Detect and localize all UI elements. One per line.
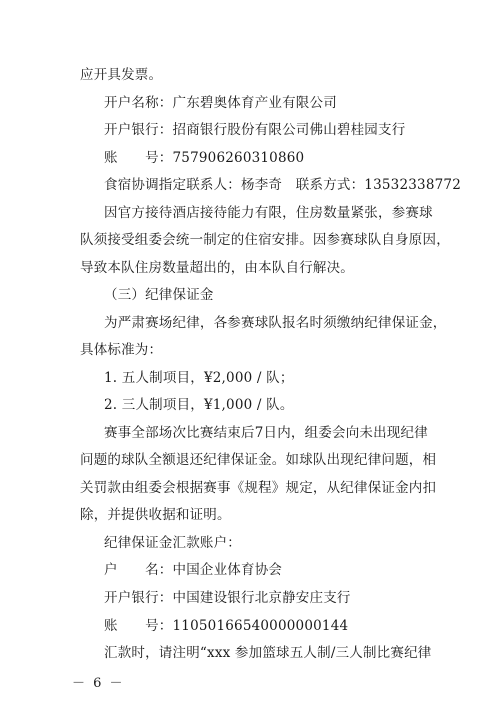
text-line: 关罚款由组委会根据赛事《规程》规定，从纪律保证金内扣: [80, 479, 437, 496]
account-number-line: 账 号：757906260310860: [104, 149, 305, 166]
section-heading: （三）纪律保证金: [104, 287, 214, 304]
text-line: 为严肃赛场纪律，各参赛球队报名时须缴纳纪律保证金，: [104, 314, 447, 331]
account-name-line: 开户名称：广东碧奥体育产业有限公司: [104, 94, 337, 111]
text-line: 队须接受组委会统一制定的住宿安排。因参赛球队自身原因，: [80, 232, 450, 249]
list-item: 1. 五人制项目，¥2,000 / 队；: [104, 369, 294, 386]
page-number: － 6 －: [72, 676, 125, 691]
text-line: 除，并提供收据和证明。: [80, 507, 231, 524]
text-line: 因官方接待酒店接待能力有限，住房数量紧张，参赛球: [104, 204, 433, 221]
text-line: 具体标准为：: [80, 342, 163, 359]
text-line: 赛事全部场次比赛结束后7日内，组委会向未出现纪律: [104, 424, 428, 441]
contact-line: 食宿协调指定联系人：杨李奇 联系方式：13532338772: [104, 177, 461, 194]
list-item: 2. 三人制项目，¥1,000 / 队。: [104, 397, 294, 414]
text-line: 汇款时，请注明“xxx 参加篮球五人制/三人制比赛纪律: [104, 645, 432, 661]
bank-line: 开户银行：中国建设银行北京静安庄支行: [104, 590, 351, 606]
bank-line: 开户银行：招商银行股份有限公司佛山碧桂园支行: [104, 122, 406, 138]
text-line: 纪律保证金汇款账户：: [104, 534, 241, 551]
account-holder-line: 户 名：中国企业体育协会: [104, 562, 283, 579]
text-line: 导致本队住房数量超出的，由本队自行解决。: [80, 259, 354, 276]
text-line: 应开具发票。: [80, 67, 163, 83]
text-line: 问题的球队全额退还纪律保证金。如球队出现纪律问题，相: [80, 452, 437, 469]
account-number-line: 账 号：11050166540000000144: [104, 617, 349, 634]
